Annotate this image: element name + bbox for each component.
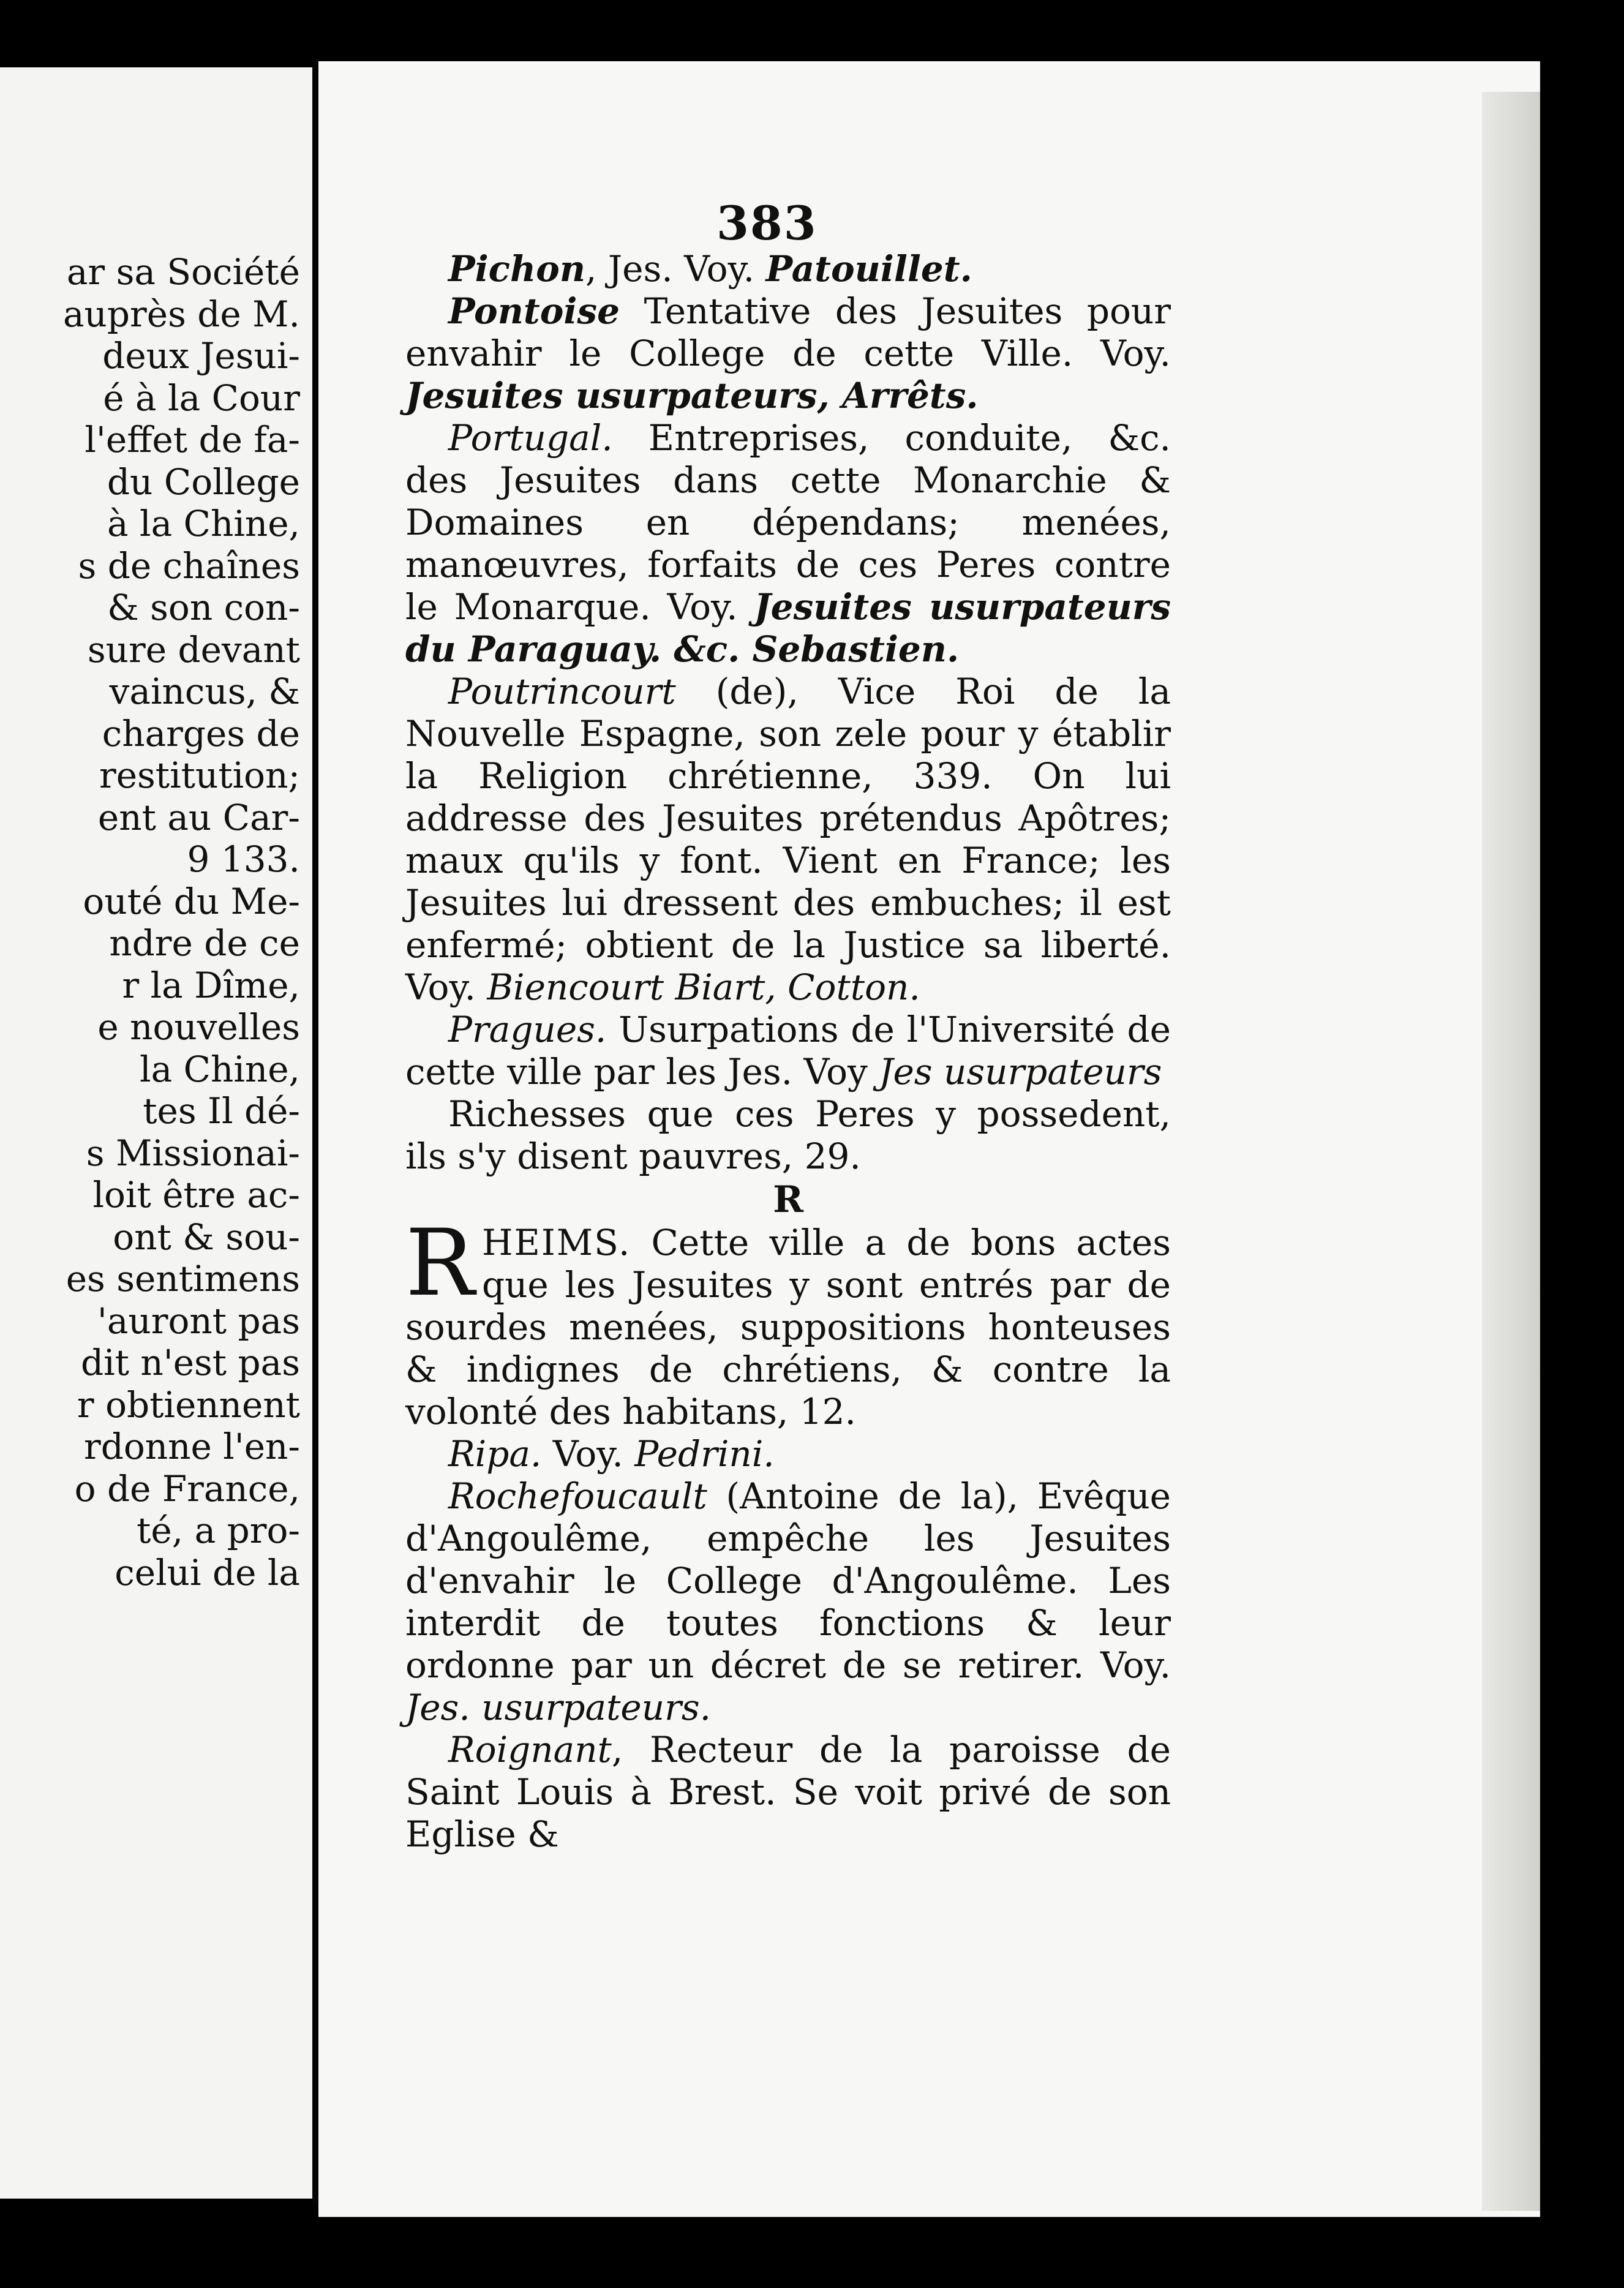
left-page-line: ont & sou-: [113, 1216, 300, 1258]
left-page-line: outé du Me-: [83, 880, 300, 922]
left-page-line: auprès de M.: [62, 293, 300, 335]
left-page-line: s de chaînes: [78, 544, 300, 587]
headword: Ripa.: [448, 1433, 542, 1475]
left-page-line: es sentimens: [66, 1258, 300, 1300]
left-page-line: deux Jesui-: [102, 335, 300, 377]
left-page-line: 'auront pas: [97, 1300, 300, 1342]
left-page-line: restitution;: [99, 755, 300, 796]
left-facing-page: [0, 67, 312, 2199]
index-entry-roignant: [405, 1729, 1171, 1856]
index-entry-rheims: [405, 1210, 1171, 1433]
index-entry-rochefoucault: [405, 1475, 1171, 1729]
entry-body: Usurpations de l'Université de cette ville par les Jes. Voy: [405, 1009, 1171, 1093]
entry-body: (Antoine de la), Evêque d'Angoulême, empêche les Jesuites d'envahir le College d'Angoulême. Les interdit de toutes fonctions & leur ordonne par un décret de se retirer. Voy.: [405, 1475, 1171, 1686]
index-entry-poutrincourt: [405, 671, 1171, 1009]
left-page-line: & son con-: [107, 587, 300, 628]
left-page-line: rdonne l'en-: [83, 1426, 300, 1467]
entry-body: Cette ville a de bons actes que les Jesuites y sont entrés par de sourdes menées, suppositions honteuses & indignes de chrétiens, & contre la volonté des habitans, 12.: [405, 1222, 1171, 1432]
headword: Pontoise: [448, 290, 620, 332]
drop-cap: R: [405, 1210, 475, 1317]
entry-body: Richesses que ces Peres y possedent, ils s'y disent pauvres, 29.: [405, 1093, 1171, 1177]
entry-body: Tentative des Jesuites pour envahir le College de cette Ville. Voy.: [405, 290, 1171, 374]
left-page-line: l'effet de fa-: [85, 419, 300, 461]
index-entry-pragues: [405, 1009, 1171, 1093]
entry-body: (de), Vice Roi de la Nouvelle Espagne, son zele pour y établir la Religion chrétienne, 339. On lui addresse des Jesuites prétendus Apôtres; maux qu'ils y font. Vient en France; les Jesuites lui dressent des embuches; il est enfermé; obtient de la Justice sa liberté. Voy.: [405, 671, 1171, 1008]
entry-refs: Jesuites usurpateurs, Arrêts.: [405, 375, 979, 416]
left-page-line: té, a pro-: [137, 1510, 300, 1551]
entry-refs: Biencourt Biart, Cotton.: [487, 966, 920, 1008]
entry-refs: Jesuites usurpateurs du Paraguay. &c. Sebastien.: [405, 586, 1171, 670]
index-entry-ripa: [405, 1433, 1171, 1475]
entry-body: , Jes. Voy.: [585, 248, 766, 290]
page-edge: [1482, 92, 1540, 2211]
left-page-line: ndre de ce: [109, 922, 300, 964]
left-page-line: vaincus, &: [109, 671, 300, 712]
entry-refs: Pedrini.: [634, 1433, 775, 1475]
left-page-line: du College: [107, 461, 300, 503]
book-gutter: [312, 61, 318, 2205]
left-page-line: 9 133.: [187, 838, 300, 880]
headword: HEIMS.: [481, 1222, 631, 1263]
left-page-line: r obtiennent: [77, 1383, 300, 1426]
left-page-line: dit n'est pas: [80, 1342, 300, 1383]
entry-body: Voy.: [541, 1433, 635, 1475]
left-page-line: e nouvelles: [97, 1006, 300, 1048]
entry-refs: Patouillet.: [765, 248, 972, 290]
left-page-line: celui de la: [115, 1551, 300, 1594]
left-page-line: é à la Cour: [103, 377, 300, 419]
entry-refs: Jes usurpateurs: [879, 1051, 1162, 1093]
section-letter: R: [773, 1178, 803, 1221]
left-page-line: ar sa Société: [66, 251, 300, 293]
entry-body: Entreprises, conduite, &c. des Jesuites dans cette Monarchie & Domaines en dépendans; menées, manœuvres, forfaits de ces Peres contre le Monarque. Voy.: [405, 417, 1171, 628]
index-entry-pontoise: [405, 290, 1171, 417]
headword: Poutrincourt: [448, 671, 676, 712]
index-entry-pragues-continued: [405, 1093, 1171, 1178]
left-page-line: r la Dîme,: [122, 964, 300, 1006]
left-page-line: s Missionai-: [86, 1132, 300, 1174]
headword: Portugal.: [448, 417, 613, 459]
headword: Rochefoucault: [448, 1475, 707, 1517]
headword: Pragues.: [448, 1009, 607, 1050]
left-page-line: à la Chine,: [107, 503, 300, 544]
entry-body: , Recteur de la paroisse de Saint Louis à Brest. Se voit privé de son Eglise &: [405, 1729, 1171, 1855]
left-page-line: ent au Car-: [97, 796, 300, 838]
entry-refs: Jes. usurpateurs.: [405, 1687, 712, 1728]
index-column: [405, 248, 1171, 1856]
left-page-line: la Chine,: [140, 1048, 300, 1090]
left-page-line: sure devant: [87, 628, 300, 671]
left-page-line: tes Il dé-: [143, 1090, 300, 1132]
headword: Roignant: [448, 1729, 612, 1771]
page-number: 383: [716, 196, 818, 250]
left-page-line: charges de: [102, 712, 300, 755]
index-entry-portugal: [405, 417, 1171, 671]
headword: Pichon: [448, 248, 585, 290]
left-page-line: loit être ac-: [92, 1174, 300, 1216]
left-page-line: o de France,: [74, 1467, 300, 1510]
left-page-text: [0, 251, 300, 1594]
index-entry-pichon: [405, 248, 1171, 290]
